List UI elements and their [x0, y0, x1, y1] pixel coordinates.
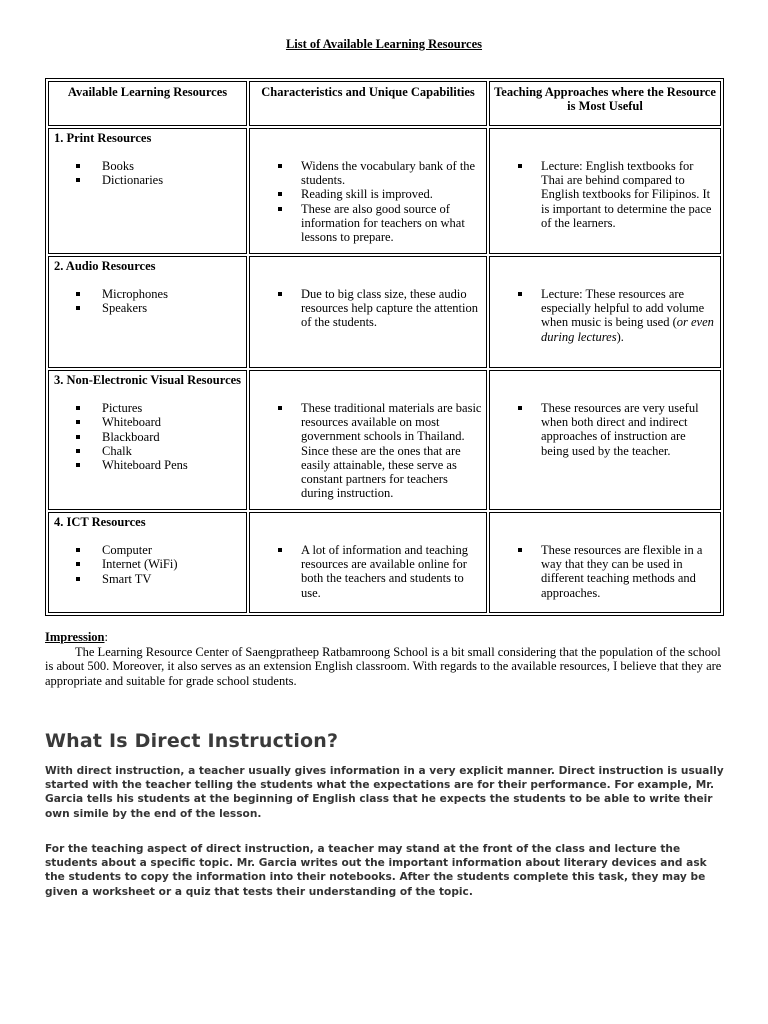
category-title: 4. ICT Resources [54, 515, 146, 529]
resource-items [54, 159, 242, 187]
list-item: Widens the vocabulary bank of the students. [254, 159, 482, 187]
approaches-cell [489, 256, 721, 368]
header-resources: Available Learning Resources [48, 81, 247, 126]
approaches-cell [489, 512, 721, 613]
approaches-cell [489, 128, 721, 254]
table-row [48, 370, 721, 510]
document-title: List of Available Learning Resources [285, 37, 483, 51]
list-item: Speakers [54, 301, 242, 315]
header-approaches: Teaching Approaches where the Resource is Most Useful [489, 81, 721, 126]
article-paragraph: With direct instruction, a teacher usually gives information in a very explicit manner. Direct instruction is usually started with the teacher telling the students what the expectations are for their performance. For example, Mr. Garcia tells his students at the beginning of English class that he expects the students to be able to write their own simile by the end of the lesson. [45, 765, 724, 820]
table-header-row [48, 81, 721, 126]
list-item: Pictures [54, 401, 242, 415]
list-item: These traditional materials are basic resources available on most government schools in Thailand. Since these are the ones that are easily attainable, these serve as constant partners for teachers during instruction. [254, 401, 482, 500]
list-item: Microphones [54, 287, 242, 301]
list-item: Whiteboard Pens [54, 458, 242, 472]
list-item: Smart TV [54, 572, 242, 586]
resource-cell [48, 512, 247, 613]
table-row [48, 128, 721, 254]
resource-cell [48, 256, 247, 368]
article-paragraph: For the teaching aspect of direct instruction, a teacher may stand at the front of the class and lecture the students about a specific topic. Mr. Garcia writes out the important information about literary devices and ask the students to copy the information into their notebooks. After the students complete this task, they may be given a worksheet or a quiz that tests their understanding of the topic. [45, 843, 707, 898]
approaches-cell [489, 370, 721, 510]
article-heading: What Is Direct Instruction? [45, 730, 339, 752]
category-title: 1. Print Resources [54, 131, 152, 145]
list-item: Books [54, 159, 242, 173]
header-characteristics: Characteristics and Unique Capabilities [249, 81, 487, 126]
list-item: These are also good source of information for teachers on what lessons to prepare. [254, 202, 482, 245]
impression-label: Impression [45, 630, 105, 644]
list-item: A lot of information and teaching resources are available online for both the teachers and students to use. [254, 543, 482, 600]
list-item: Lecture: These resources are especially helpful to add volume when music is being used (or even during lectures). [494, 287, 716, 344]
list-item: These resources are flexible in a way that they can be used in different teaching methods and approaches. [494, 543, 716, 600]
category-title: 2. Audio Resources [54, 259, 156, 273]
resources-table [45, 78, 724, 616]
characteristics-cell [249, 512, 487, 613]
characteristics-cell [249, 256, 487, 368]
list-item: Chalk [54, 444, 242, 458]
list-item: Blackboard [54, 430, 242, 444]
resource-cell [48, 370, 247, 510]
list-item: Due to big class size, these audio resources help capture the attention of the students. [254, 287, 482, 330]
list-item: Dictionaries [54, 173, 242, 187]
list-item: Reading skill is improved. [254, 187, 482, 201]
list-item: Computer [54, 543, 242, 557]
list-item: Lecture: English textbooks for Thai are behind compared to English textbooks for Filipinos. It is important to determine the pace of the learners. [494, 159, 716, 230]
list-item: These resources are very useful when both direct and indirect approaches of instruction are being used by the teacher. [494, 401, 716, 458]
list-item: Whiteboard [54, 415, 242, 429]
impression-section [45, 630, 725, 688]
characteristics-cell [249, 370, 487, 510]
impression-colon: : [104, 630, 108, 644]
table-row [48, 512, 721, 613]
impression-text: The Learning Resource Center of Saengpratheep Ratbamroong School is a bit small considering that the population of the school is about 500. Moreover, it also serves as an extension English classroom. With regards to the available resources, I believe that they are appropriate and suitable for grade school students. [45, 644, 722, 688]
table-row [48, 256, 721, 368]
resource-cell [48, 128, 247, 254]
characteristics-cell [249, 128, 487, 254]
category-title: 3. Non-Electronic Visual Resources [54, 373, 242, 387]
list-item: Internet (WiFi) [54, 557, 242, 571]
